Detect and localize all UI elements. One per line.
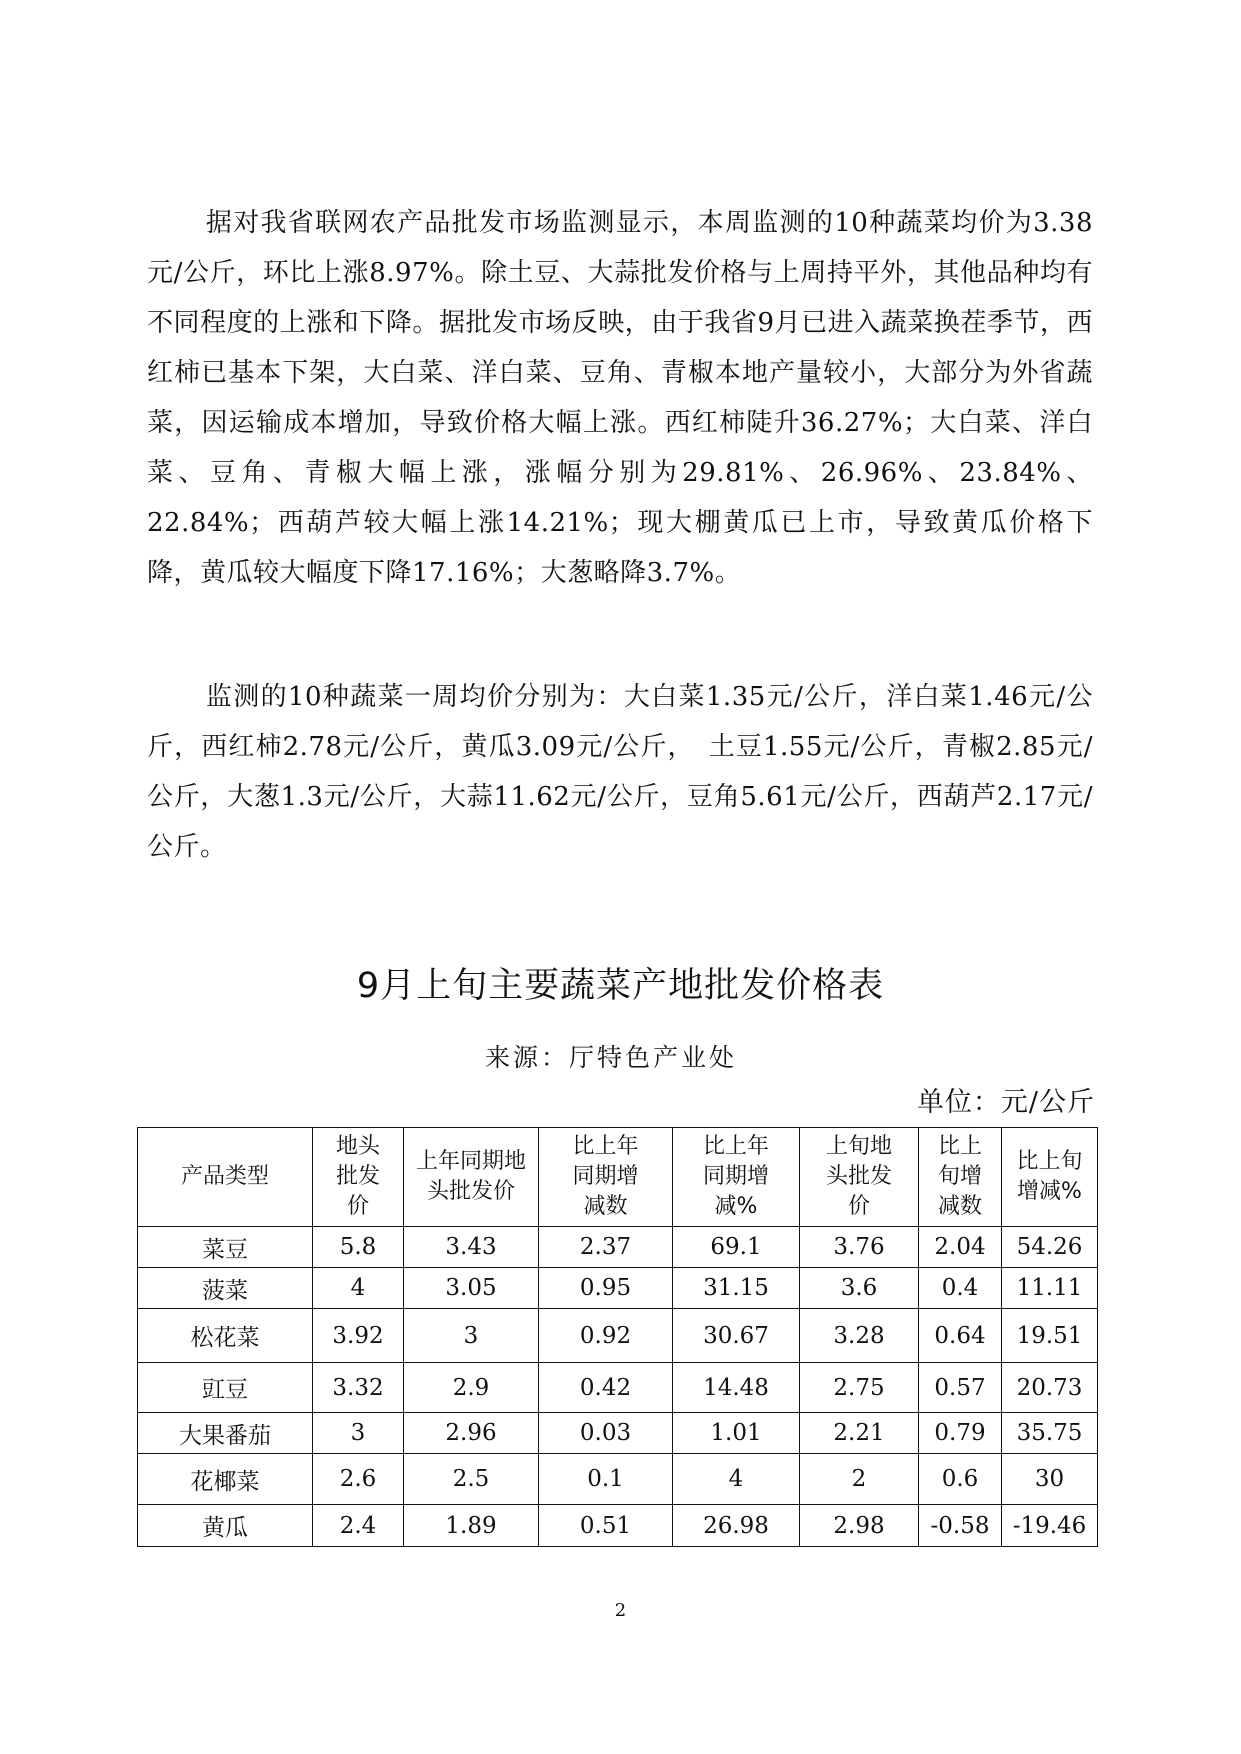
cell: 2.9 (404, 1363, 539, 1413)
table-source: 来源：厅特色产业处 (485, 1043, 738, 1072)
cell: 2.04 (919, 1227, 1002, 1268)
cell: 4 (313, 1268, 404, 1309)
cell: 2.4 (313, 1505, 404, 1547)
cell: 2 (800, 1454, 919, 1505)
paragraph-prices-text: 监测的10种蔬菜一周均价分别为：大白菜1.35元/公斤，洋白菜1.46元/公斤，西红柿2.78元/公斤，黄瓜3.09元/公斤， 土豆1.55元/公斤，青椒2.85元/公斤，大葱1.3元/公斤，大蒜11.62元/公斤，豆角5.61元/公斤，西葫芦2.17元/公斤。 (147, 682, 1093, 862)
cell: 3.92 (313, 1309, 404, 1363)
cell: 3.43 (404, 1227, 539, 1268)
cell-product: 菜豆 (138, 1227, 313, 1268)
cell: 3.32 (313, 1363, 404, 1413)
header-product-type: 产品类型 (138, 1128, 313, 1227)
cell: 30.67 (673, 1309, 800, 1363)
table-row (138, 1309, 1098, 1363)
table-header-row (138, 1128, 1098, 1227)
cell: 5.8 (313, 1227, 404, 1268)
cell: 3.05 (404, 1268, 539, 1309)
table-row (138, 1268, 1098, 1309)
cell: 0.03 (539, 1413, 673, 1454)
cell: 3.76 (800, 1227, 919, 1268)
cell: 2.37 (539, 1227, 673, 1268)
cell: 4 (673, 1454, 800, 1505)
cell-product: 花椰菜 (138, 1454, 313, 1505)
header-prev-period-change-pct: 比上旬增减% (1002, 1128, 1098, 1227)
header-prev-period-price: 上旬地头批发价 (800, 1128, 919, 1227)
cell: 0.64 (919, 1309, 1002, 1363)
cell: 0.42 (539, 1363, 673, 1413)
cell: 14.48 (673, 1363, 800, 1413)
cell: 2.21 (800, 1413, 919, 1454)
header-yoy-change: 比上年同期增减数 (539, 1128, 673, 1227)
cell: -19.46 (1002, 1505, 1098, 1547)
table-row (138, 1227, 1098, 1268)
table-row (138, 1363, 1098, 1413)
cell-product: 松花菜 (138, 1309, 313, 1363)
cell: -0.58 (919, 1505, 1002, 1547)
paragraph-prices (147, 672, 1093, 872)
cell: 2.96 (404, 1413, 539, 1454)
cell: 35.75 (1002, 1413, 1098, 1454)
cell: 2.6 (313, 1454, 404, 1505)
cell: 26.98 (673, 1505, 800, 1547)
table-row (138, 1505, 1098, 1547)
cell: 30 (1002, 1454, 1098, 1505)
cell: 3 (313, 1413, 404, 1454)
cell-product: 黄瓜 (138, 1505, 313, 1547)
cell: 0.1 (539, 1454, 673, 1505)
header-yoy-change-pct: 比上年同期增减% (673, 1128, 800, 1227)
cell: 0.92 (539, 1309, 673, 1363)
cell: 0.4 (919, 1268, 1002, 1309)
cell: 1.01 (673, 1413, 800, 1454)
cell: 0.6 (919, 1454, 1002, 1505)
cell: 31.15 (673, 1268, 800, 1309)
cell: 19.51 (1002, 1309, 1098, 1363)
cell: 3.28 (800, 1309, 919, 1363)
cell-product: 大果番茄 (138, 1413, 313, 1454)
cell: 3 (404, 1309, 539, 1363)
cell: 54.26 (1002, 1227, 1098, 1268)
cell: 2.75 (800, 1363, 919, 1413)
paragraph-summary-text: 据对我省联网农产品批发市场监测显示，本周监测的10种蔬菜均价为3.38元/公斤，环比上涨8.97%。除土豆、大蒜批发价格与上周持平外，其他品种均有不同程度的上涨和下降。据批发市场反映，由于我省9月已进入蔬菜换茬季节，西红柿已基本下架，大白菜、洋白菜、豆角、青椒本地产量较小，大部分为外省蔬菜，因运输成本增加，导致价格大幅上涨。西红柿陡升36.27%；大白菜、洋白菜、豆角、青椒大幅上涨，涨幅分别为29.81%、26.96%、23.84%、22.84%；西葫芦较大幅上涨14.21%；现大棚黄瓜已上市，导致黄瓜价格下降，黄瓜较大幅度下降17.16%；大葱略降3.7%。 (147, 208, 1093, 588)
cell: 0.95 (539, 1268, 673, 1309)
page-number: 2 (614, 1600, 627, 1621)
cell: 20.73 (1002, 1363, 1098, 1413)
paragraph-summary (147, 198, 1093, 598)
cell: 11.11 (1002, 1268, 1098, 1309)
price-table (137, 1127, 1098, 1547)
cell: 0.79 (919, 1413, 1002, 1454)
table-row (138, 1413, 1098, 1454)
cell: 0.57 (919, 1363, 1002, 1413)
cell: 2.98 (800, 1505, 919, 1547)
table-unit: 单位：元/公斤 (916, 1087, 1095, 1118)
cell: 69.1 (673, 1227, 800, 1268)
cell: 1.89 (404, 1505, 539, 1547)
table-row (138, 1454, 1098, 1505)
cell: 3.6 (800, 1268, 919, 1309)
cell: 0.51 (539, 1505, 673, 1547)
header-prev-period-change: 比上旬增减数 (919, 1128, 1002, 1227)
table-title: 9月上旬主要蔬菜产地批发价格表 (356, 966, 885, 1006)
cell: 2.5 (404, 1454, 539, 1505)
cell-product: 菠菜 (138, 1268, 313, 1309)
header-farm-price: 地头批发价 (313, 1128, 404, 1227)
cell-product: 豇豆 (138, 1363, 313, 1413)
header-last-year-price: 上年同期地头批发价 (404, 1128, 539, 1227)
